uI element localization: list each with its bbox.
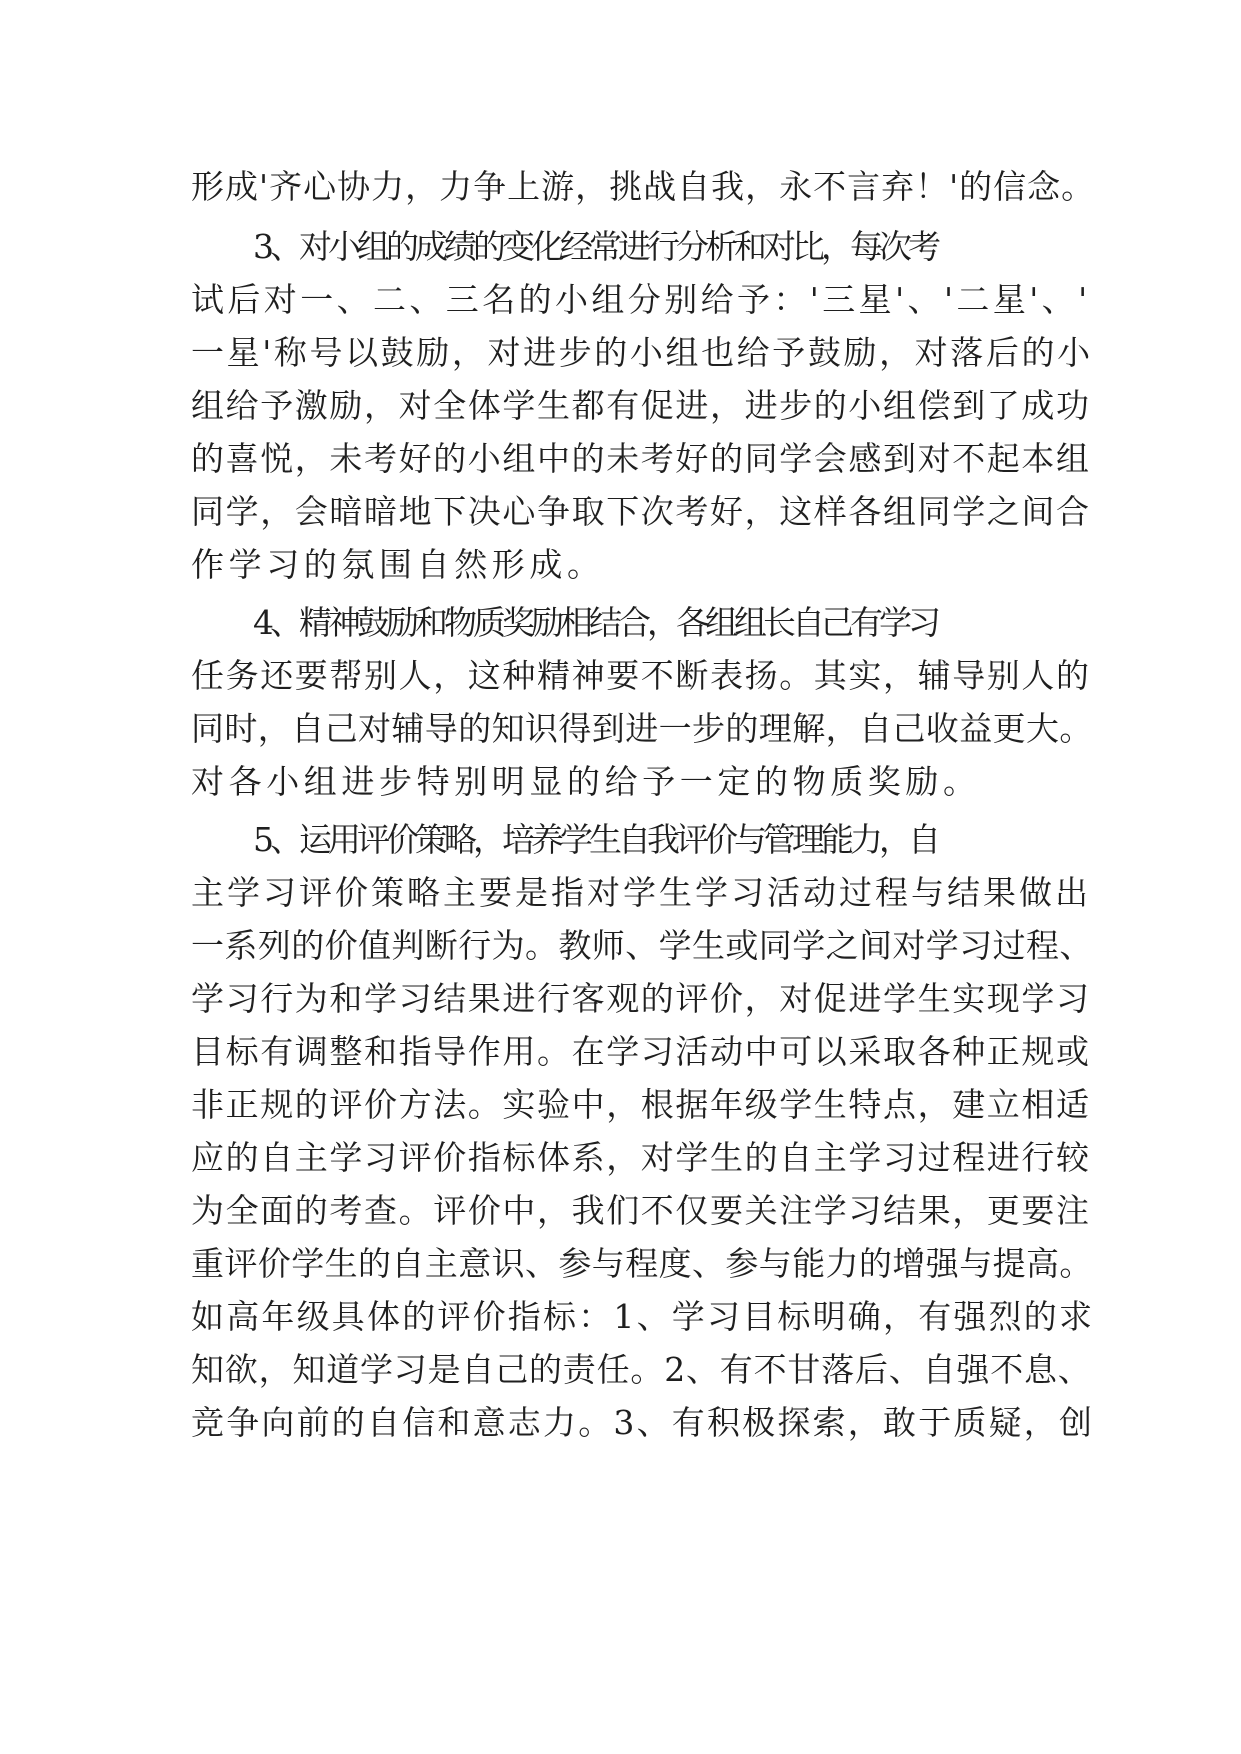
text-line: 知欲，知道学习是自己的责任。2、有不甘落后、自强不息、 (191, 1350, 1092, 1389)
text-line: 主学习评价策略主要是指对学生学习活动过程与结果做出 (191, 873, 1091, 912)
text-line: 对各小组进步特别明显的给予一定的物质奖励。 (191, 762, 981, 801)
text-line: 如高年级具体的评价指标：1、学习目标明确，有强烈的求 (191, 1297, 1095, 1336)
text-line: 组给予激励，对全体学生都有促进，进步的小组偿到了成功 (191, 386, 1091, 425)
paragraph-start-line: 4、精神鼓励和物质奖励相结合，各组组长自己有学习 (253, 603, 937, 642)
text-line: 学习行为和学习结果进行客观的评价，对促进学生实现学习 (191, 979, 1091, 1018)
text-line: 任务还要帮别人，这种精神要不断表扬。其实，辅导别人的 (191, 656, 1091, 695)
text-line: 一星'称号以鼓励，对进步的小组也给予鼓励，对落后的小 (191, 333, 1093, 372)
text-line: 非正规的评价方法。实验中，根据年级学生特点，建立相适 (191, 1085, 1091, 1124)
text-line: 形成'齐心协力，力争上游，挑战自我，永不言弃！'的信念。 (191, 167, 1096, 206)
text-line: 同学，会暗暗地下决心争取下次考好，这样各组同学之间合 (191, 492, 1091, 531)
text-line: 试后对一、二、三名的小组分别给予：'三星'、'二星'、' (191, 280, 1091, 319)
text-line: 同时，自己对辅导的知识得到进一步的理解，自己收益更大。 (191, 709, 1093, 748)
paragraph-start-line: 3、对小组的成绩的变化经常进行分析和对比，每次考 (253, 227, 937, 266)
text-line: 重评价学生的自主意识、参与程度、参与能力的增强与提高。 (191, 1244, 1093, 1283)
text-line: 竞争向前的自信和意志力。3、有积极探索，敢于质疑，创 (191, 1403, 1095, 1442)
text-line: 一系列的价值判断行为。教师、学生或同学之间对学习过程、 (191, 926, 1093, 965)
text-line: 为全面的考查。评价中，我们不仅要关注学习结果，更要注 (191, 1191, 1091, 1230)
text-line: 目标有调整和指导作用。在学习活动中可以采取各种正规或 (191, 1032, 1091, 1071)
text-line: 的喜悦，未考好的小组中的未考好的同学会感到对不起本组 (191, 439, 1091, 478)
text-line: 作学习的氛围自然形成。 (191, 545, 605, 584)
text-line: 应的自主学习评价指标体系，对学生的自主学习过程进行较 (191, 1138, 1091, 1177)
paragraph-start-line: 5、运用评价策略，培养学生自我评价与管理能力，自 (253, 820, 937, 859)
